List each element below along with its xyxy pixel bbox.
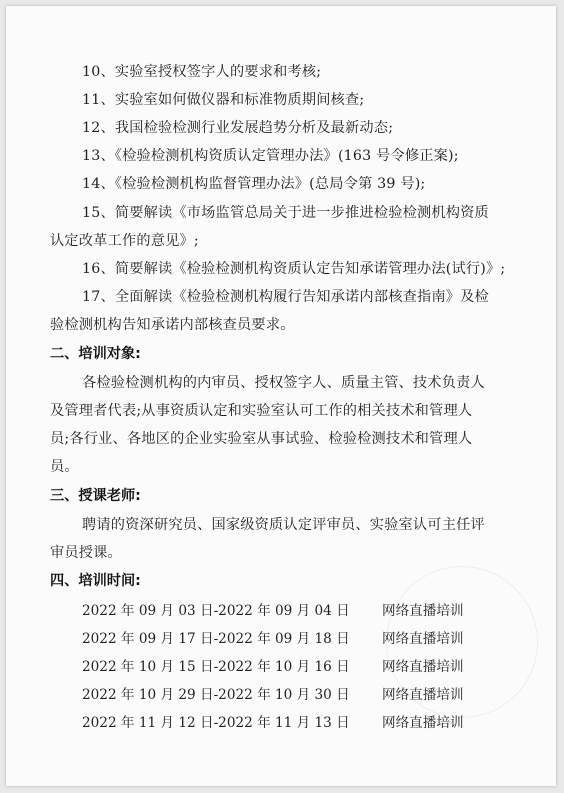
content-line: 验检测机构告知承诺内部核查员要求。 [50,317,295,333]
audience-line: 员。 [50,459,79,475]
content-line: 11、实验室如何做仪器和标准物质期间核查; [82,92,365,108]
schedule-dates: 2022 年 10 月 29 日-2022 年 10 月 30 日 [82,687,350,703]
content-line: 16、简要解读《检验检测机构资质认定告知承诺管理办法(试行)》; [82,261,506,277]
content-line: 13、《检验检测机构资质认定管理办法》(163 号令修正案); [82,148,459,164]
audience-line: 各检验检测机构的内审员、授权签字人、质量主管、技术负责人 [82,375,485,391]
schedule-mode: 网络直播培训 [382,715,464,731]
content-line: 14、《检验检测机构监督管理办法》(总局令第 39 号); [82,176,426,192]
schedule-dates: 2022 年 09 月 17 日-2022 年 09 月 18 日 [82,631,350,647]
section-heading-schedule: 四、培训时间: [50,573,141,589]
instructors-line: 审员授课。 [50,545,122,561]
audience-line: 及管理者代表;从事资质认定和实验室认可工作的相关技术和管理人 [50,403,473,419]
schedule-mode: 网络直播培训 [382,631,464,647]
schedule-dates: 2022 年 09 月 03 日-2022 年 09 月 04 日 [82,603,350,619]
content-line: 10、实验室授权签字人的要求和考核; [82,64,322,80]
schedule-mode: 网络直播培训 [382,687,464,703]
document-page [6,6,556,786]
audience-line: 员;各行业、各地区的企业实验室从事试验、检验检测技术和管理人 [50,431,473,447]
schedule-mode: 网络直播培训 [382,659,464,675]
schedule-mode: 网络直播培训 [382,603,464,619]
content-line: 认定改革工作的意见》; [50,233,199,249]
schedule-dates: 2022 年 10 月 15 日-2022 年 10 月 16 日 [82,659,350,675]
content-line: 17、全面解读《检验检测机构履行告知承诺内部核查指南》及检 [82,289,489,305]
instructors-line: 聘请的资深研究员、国家级资质认定评审员、实验室认可主任评 [82,517,485,533]
section-heading-instructors: 三、授课老师: [50,488,141,504]
content-line: 15、简要解读《市场监管总局关于进一步推进检验检测机构资质 [82,205,489,221]
section-heading-audience: 二、培训对象: [50,346,141,362]
schedule-dates: 2022 年 11 月 12 日-2022 年 11 月 13 日 [82,715,350,731]
content-line: 12、我国检验检测行业发展趋势分析及最新动态; [82,120,394,136]
